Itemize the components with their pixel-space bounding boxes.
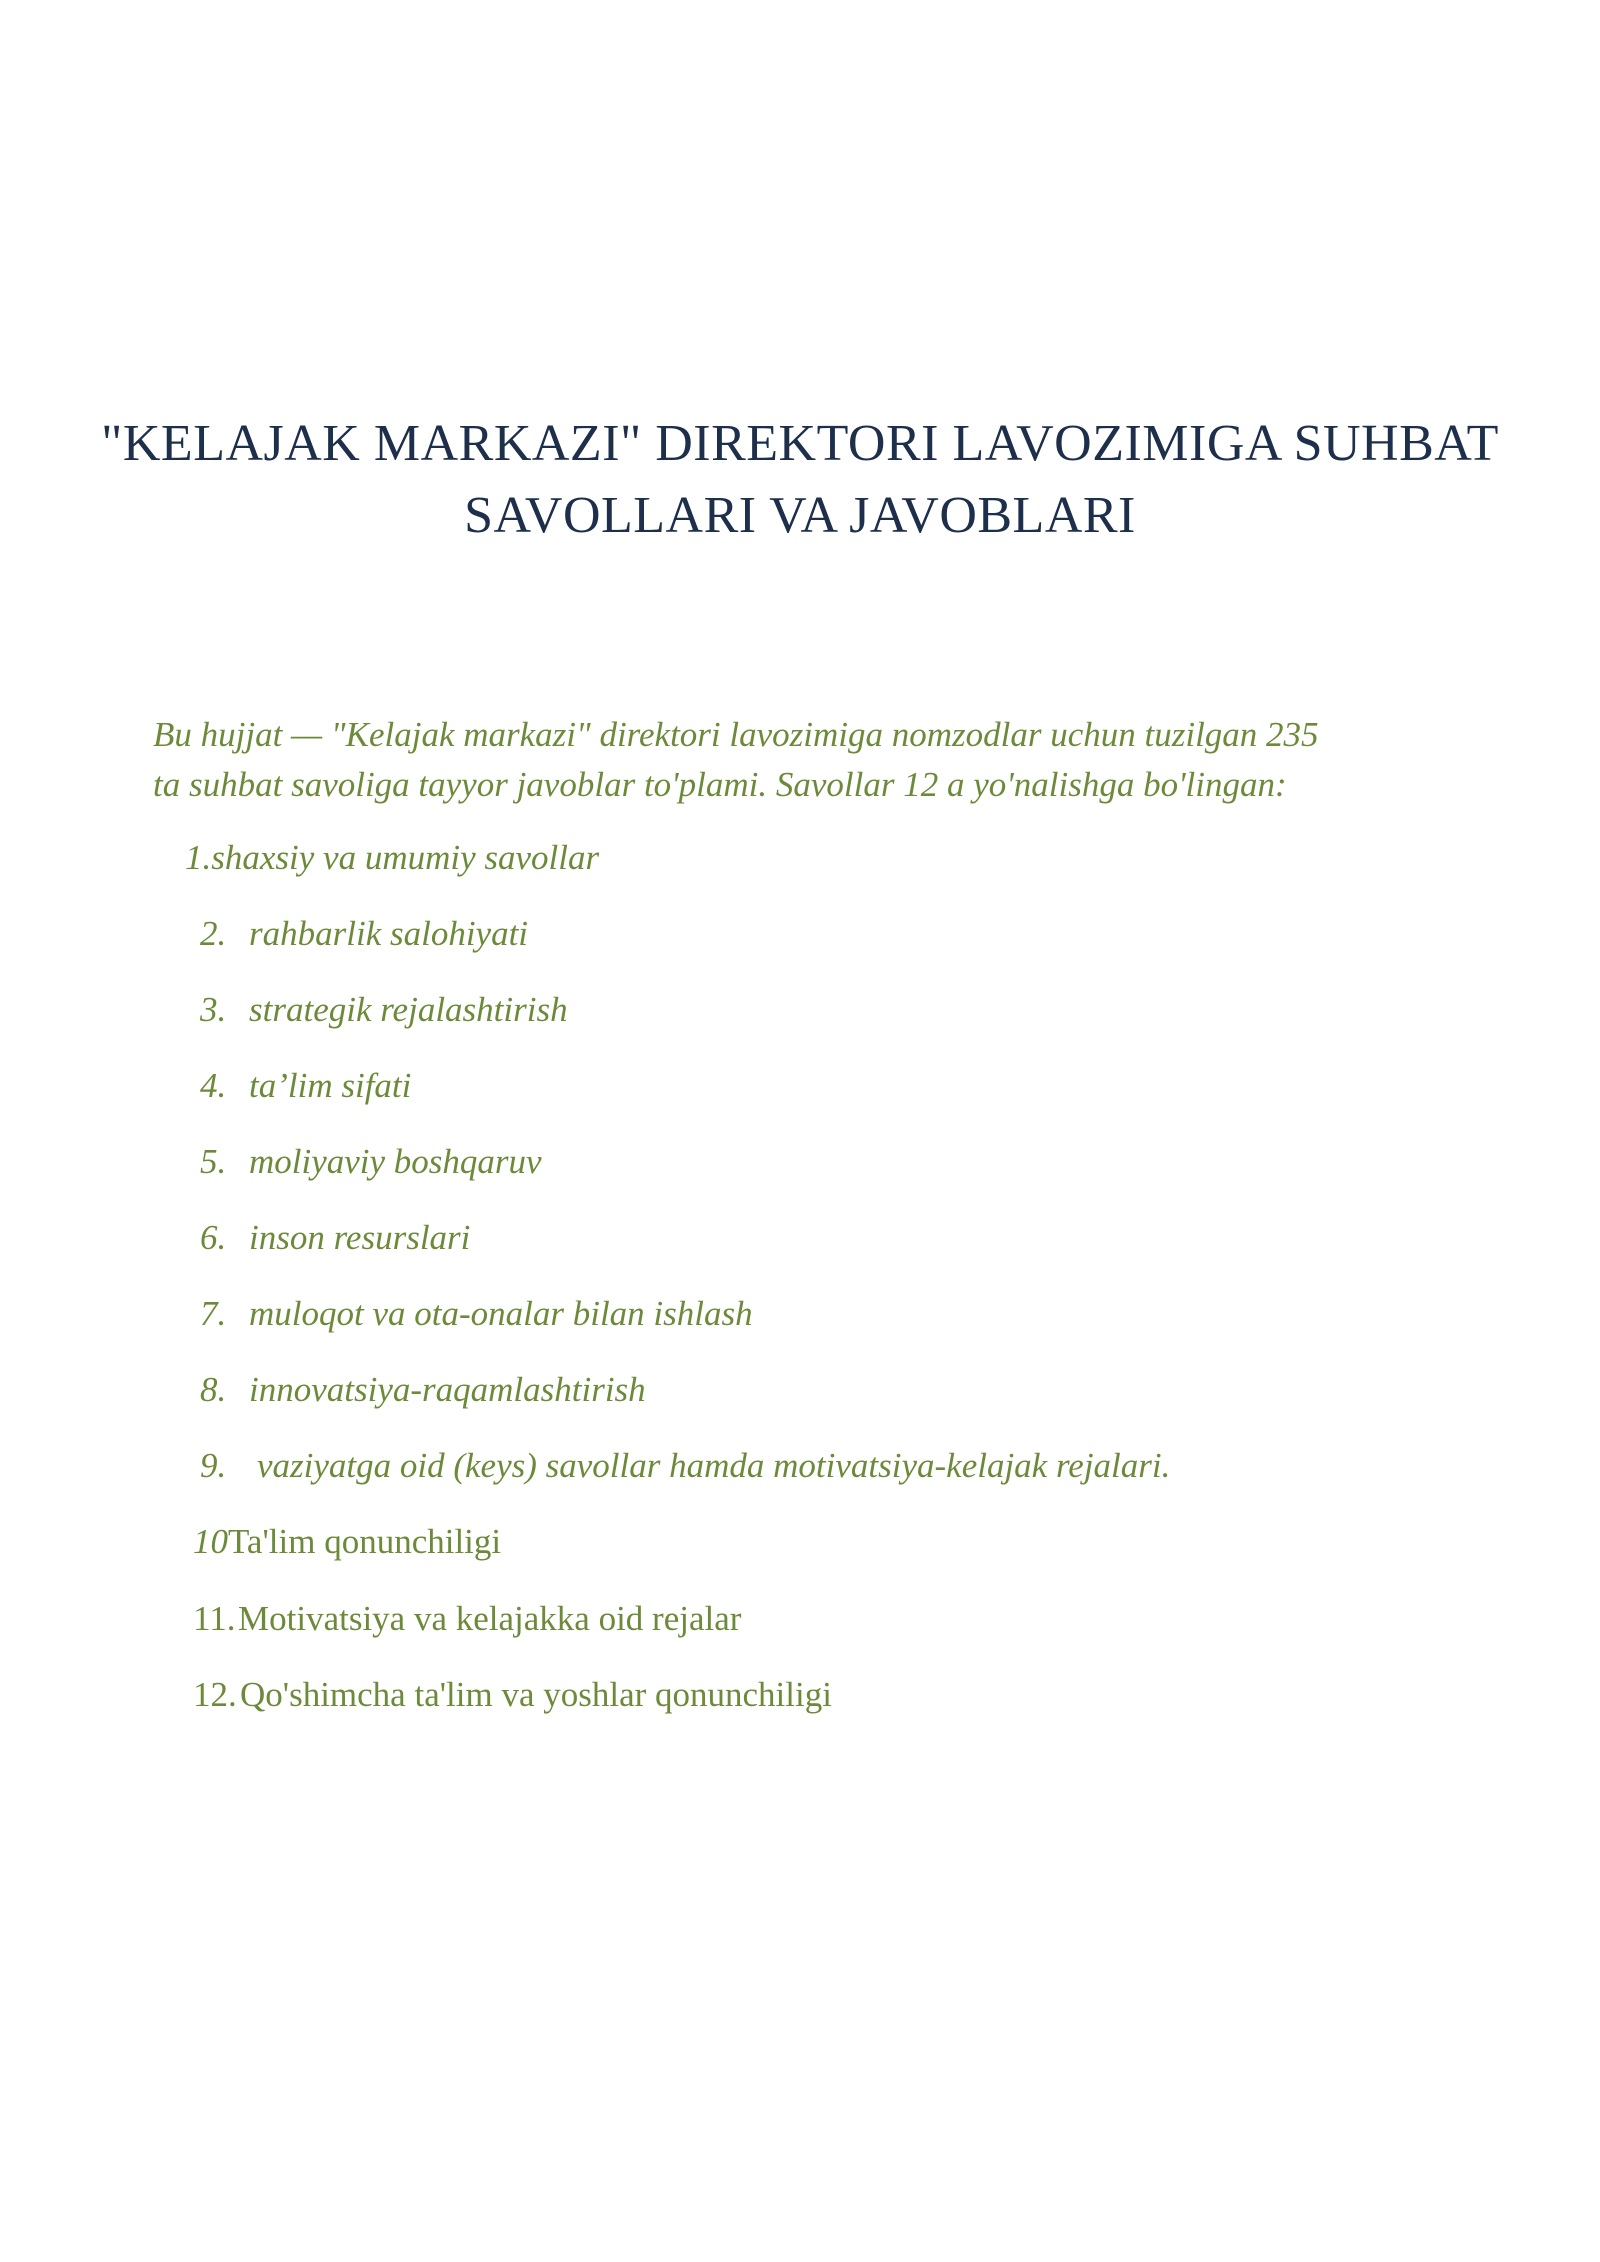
list-item-number: 4. [200,1066,227,1105]
list-item [200,1215,470,1261]
list-item-text: Qo'shimcha ta'lim va yoshlar qonunchiligi [240,1675,832,1714]
list-item-text: Ta'lim qonunchiligi [228,1522,502,1561]
title-line-2: SAVOLLARI VA JAVOBLARI [464,487,1136,544]
list-item-number: 1. [185,838,212,877]
list-item [200,1443,1170,1489]
list-item-text: moliyaviy boshqaruv [249,1142,542,1181]
list-item [200,987,568,1033]
list-item-number: 3. [200,990,227,1029]
list-item-text: muloqot va ota-onalar bilan ishlash [249,1294,753,1333]
list-item-number: 5. [200,1142,227,1181]
list-item [200,1139,542,1185]
list-item [200,1367,646,1413]
title-line-1: "KELAJAK MARKAZI" DIREKTORI LAVOZIMIGA SUHBAT [101,415,1499,472]
list-item-text: Motivatsiya va kelajakka oid rejalar [238,1599,742,1638]
list-item-number: 9. [200,1446,227,1485]
list-item-number: 10 [193,1522,228,1561]
list-item-text: rahbarlik salohiyati [249,914,529,953]
list-item-text: shaxsiy va umumiy savollar [211,838,600,877]
list-item-text: ta’lim sifati [249,1066,412,1105]
list-item [200,1291,753,1337]
list-item-number: 12. [193,1675,237,1714]
list-item-number: 11. [193,1599,236,1638]
list-item [185,835,599,881]
intro-line-1: Bu hujjat — "Kelajak markazi" direktori lavozimiga nomzodlar uchun tuzilgan 235 [153,715,1319,754]
list-item-number: 2. [200,914,227,953]
list-item-number: 8. [200,1370,227,1409]
intro-paragraph [153,710,1453,810]
list-item-text: innovatsiya-raqamlashtirish [249,1370,646,1409]
list-item [193,1672,832,1718]
list-item [193,1519,501,1565]
list-item [200,1063,411,1109]
list-item-text: strategik rejalashtirish [249,990,568,1029]
list-item-text: vaziyatga oid (keys) savollar hamda motivatsiya-kelajak rejalari. [257,1446,1171,1485]
list-item-number: 7. [200,1294,227,1333]
list-item [193,1596,741,1642]
list-item [200,911,528,957]
document-title [100,408,1500,552]
intro-line-2: ta suhbat savoliga tayyor javoblar to'plami. Savollar 12 a yo'nalishga bo'lingan: [153,765,1287,804]
list-item-number: 6. [200,1218,227,1257]
list-item-text: inson resurslari [249,1218,471,1257]
